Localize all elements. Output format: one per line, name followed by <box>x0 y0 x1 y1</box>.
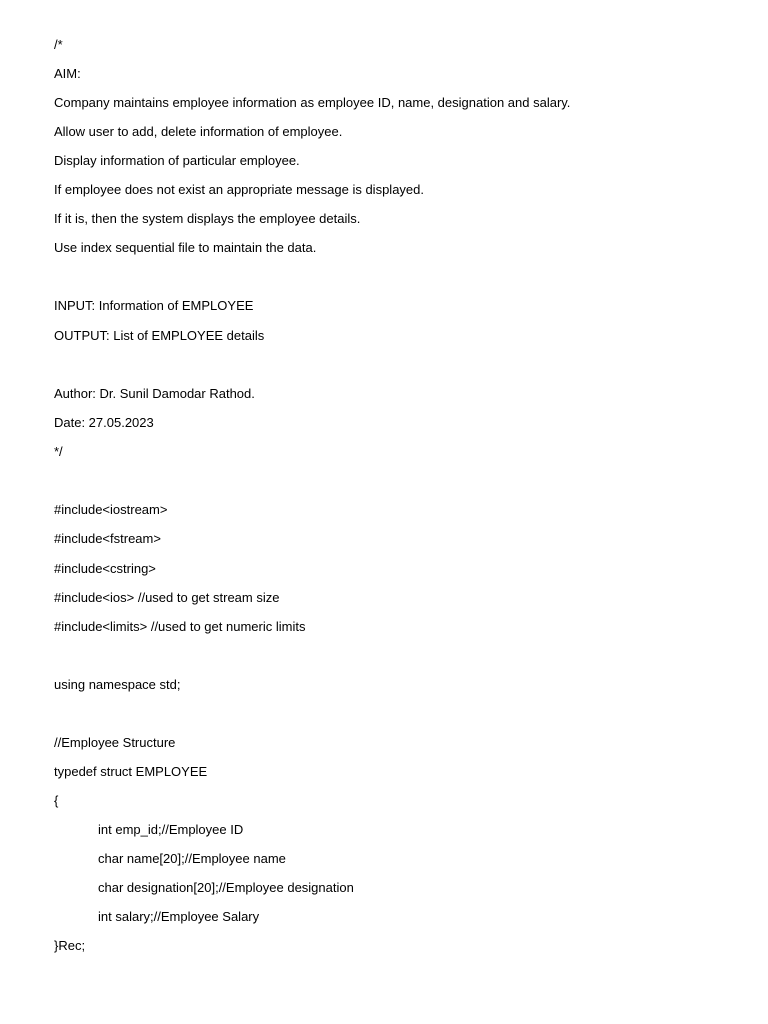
comment-close: */ <box>54 444 63 459</box>
namespace-line: using namespace std; <box>54 677 181 692</box>
aim-label: AIM: <box>54 66 81 81</box>
include-line: #include<fstream> <box>54 531 161 546</box>
input-line: INPUT: Information of EMPLOYEE <box>54 298 254 313</box>
comment-open: /* <box>54 37 63 52</box>
aim-line: If it is, then the system displays the employee details. <box>54 211 361 226</box>
struct-field: char name[20];//Employee name <box>98 851 286 866</box>
struct-comment: //Employee Structure <box>54 735 176 750</box>
include-line: #include<limits> //used to get numeric limits <box>54 619 306 634</box>
close-brace: }Rec; <box>54 938 86 953</box>
struct-field: int emp_id;//Employee ID <box>98 822 244 837</box>
struct-declaration: typedef struct EMPLOYEE <box>54 764 208 779</box>
struct-field: char designation[20];//Employee designation <box>98 880 354 895</box>
open-brace: { <box>54 793 59 808</box>
aim-line: If employee does not exist an appropriate message is displayed. <box>54 182 424 197</box>
struct-field: int salary;//Employee Salary <box>98 909 260 924</box>
aim-line: Use index sequential file to maintain the data. <box>54 240 317 255</box>
include-line: #include<iostream> <box>54 502 168 517</box>
include-line: #include<ios> //used to get stream size <box>54 590 280 605</box>
date-line: Date: 27.05.2023 <box>54 415 154 430</box>
output-line: OUTPUT: List of EMPLOYEE details <box>54 328 265 343</box>
author-line: Author: Dr. Sunil Damodar Rathod. <box>54 386 255 401</box>
aim-line: Company maintains employee information as employee ID, name, designation and salary. <box>54 95 571 110</box>
aim-line: Display information of particular employee. <box>54 153 300 168</box>
aim-line: Allow user to add, delete information of employee. <box>54 124 343 139</box>
include-line: #include<cstring> <box>54 561 156 576</box>
